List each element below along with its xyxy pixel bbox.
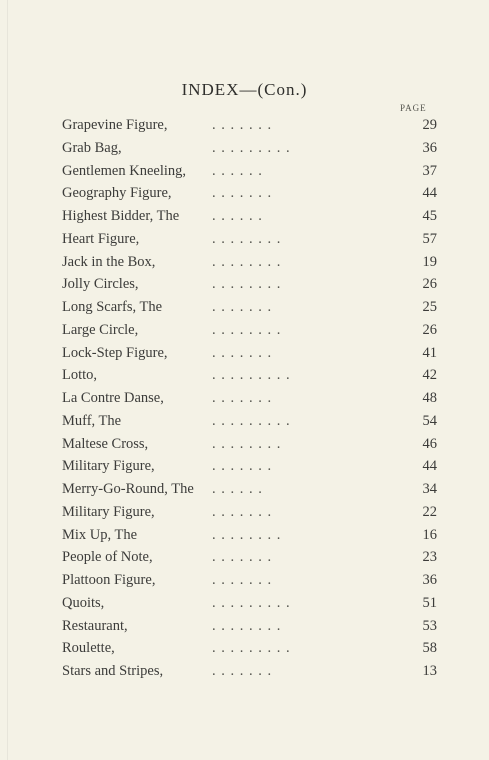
entry-leader-dots: . . . . . . . (212, 299, 273, 315)
index-entry (62, 524, 437, 547)
entry-page-number: 37 (422, 162, 437, 179)
index-entry (62, 137, 437, 160)
entry-label: Lock-Step Figure, (62, 344, 168, 361)
index-entry (62, 501, 437, 524)
entry-label: Muff, The (62, 412, 122, 429)
entry-label: Grapevine Figure, (62, 117, 168, 133)
page-crease (7, 0, 8, 760)
entry-leader-dots: . . . . . . . . (212, 230, 282, 247)
entry-leader-dots: . . . . . . . (212, 458, 273, 475)
entry-page-number: 23 (422, 549, 437, 566)
entry-label: Heart Figure, (62, 230, 140, 247)
entry-label: Quoits, (62, 594, 105, 611)
index-entries (62, 114, 437, 683)
entry-label: Geography Figure, (62, 185, 172, 202)
entry-label: Gentlemen Kneeling, (62, 162, 187, 179)
entry-label: Long Scarfs, The (62, 299, 162, 315)
entry-leader-dots: . . . . . . . . . (212, 640, 291, 657)
index-entry (62, 160, 437, 183)
entry-leader-dots: . . . . . . . . . (212, 367, 291, 384)
entry-page-number: 34 (422, 481, 437, 497)
entry-label: Jack in the Box, (62, 253, 156, 270)
entry-page-number: 36 (422, 139, 437, 156)
entry-leader-dots: . . . . . . (212, 208, 263, 224)
index-entry (62, 410, 437, 433)
page-title: INDEX—(Con.) (181, 80, 308, 99)
entry-label: Merry-Go-Round, The (62, 481, 194, 497)
entry-label: Military Figure, (62, 458, 155, 475)
entry-page-number: 16 (422, 526, 437, 543)
entry-leader-dots: . . . . . . (212, 162, 263, 179)
index-entry (62, 182, 437, 205)
index-entry (62, 342, 437, 365)
entry-page-number: 25 (422, 299, 437, 315)
entry-leader-dots: . . . . . . (212, 481, 263, 497)
entry-leader-dots: . . . . . . . (212, 117, 273, 133)
entry-page-number: 36 (422, 572, 437, 588)
entry-page-number: 19 (422, 253, 437, 270)
index-entry (62, 387, 437, 410)
entry-page-number: 51 (422, 594, 437, 611)
entry-leader-dots: . . . . . . . (212, 390, 273, 406)
entry-page-number: 29 (422, 117, 437, 133)
entry-page-number: 53 (422, 617, 437, 634)
entry-page-number: 26 (422, 321, 437, 338)
entry-leader-dots: . . . . . . . . . (212, 139, 291, 156)
entry-leader-dots: . . . . . . . (212, 185, 273, 202)
entry-leader-dots: . . . . . . . (212, 663, 273, 679)
entry-page-number: 48 (422, 390, 437, 406)
entry-label: La Contre Danse, (62, 390, 164, 406)
entry-page-number: 58 (422, 640, 437, 657)
index-entry (62, 228, 437, 251)
entry-page-number: 41 (422, 344, 437, 361)
entry-leader-dots: . . . . . . . . (212, 253, 282, 270)
page-column-header: PAGE (400, 103, 427, 113)
index-entry (62, 319, 437, 342)
index-entry (62, 660, 437, 683)
entry-label: People of Note, (62, 549, 153, 566)
index-entry (62, 569, 437, 592)
entry-page-number: 45 (422, 208, 437, 224)
entry-page-number: 13 (422, 663, 437, 679)
entry-leader-dots: . . . . . . . (212, 572, 273, 588)
entry-page-number: 26 (422, 276, 437, 293)
index-entry (62, 592, 437, 615)
index-entry (62, 478, 437, 501)
index-entry (62, 433, 437, 456)
index-entry (62, 455, 437, 478)
entry-leader-dots: . . . . . . . . (212, 435, 282, 452)
index-entry (62, 364, 437, 387)
entry-label: Jolly Circles, (62, 276, 139, 293)
index-entry (62, 114, 437, 137)
entry-page-number: 46 (422, 435, 437, 452)
index-entry (62, 546, 437, 569)
entry-label: Highest Bidder, The (62, 208, 180, 224)
entry-label: Plattoon Figure, (62, 572, 156, 588)
index-entry (62, 205, 437, 228)
entry-label: Restaurant, (62, 617, 128, 634)
entry-label: Maltese Cross, (62, 435, 149, 452)
entry-label: Roulette, (62, 640, 115, 657)
entry-leader-dots: . . . . . . . . (212, 321, 282, 338)
entry-label: Grab Bag, (62, 139, 122, 156)
entry-leader-dots: . . . . . . . (212, 344, 273, 361)
entry-leader-dots: . . . . . . . . . (212, 412, 291, 429)
entry-label: Military Figure, (62, 503, 155, 520)
entry-leader-dots: . . . . . . . (212, 549, 273, 566)
index-entry (62, 296, 437, 319)
entry-page-number: 44 (422, 458, 437, 475)
entry-leader-dots: . . . . . . . . (212, 526, 282, 543)
index-entry (62, 273, 437, 296)
entry-label: Mix Up, The (62, 526, 138, 543)
entry-leader-dots: . . . . . . . . (212, 617, 282, 634)
index-entry (62, 615, 437, 638)
entry-page-number: 57 (422, 230, 437, 247)
entry-leader-dots: . . . . . . . (212, 503, 273, 520)
entry-label: Stars and Stripes, (62, 663, 164, 679)
index-entry (62, 637, 437, 660)
entry-leader-dots: . . . . . . . . (212, 276, 282, 293)
entry-page-number: 44 (422, 185, 437, 202)
index-entry (62, 251, 437, 274)
entry-page-number: 22 (422, 503, 437, 520)
entry-label: Large Circle, (62, 321, 139, 338)
entry-label: Lotto, (62, 367, 98, 384)
entry-page-number: 42 (422, 367, 437, 384)
entry-page-number: 54 (422, 412, 437, 429)
entry-leader-dots: . . . . . . . . . (212, 594, 291, 611)
